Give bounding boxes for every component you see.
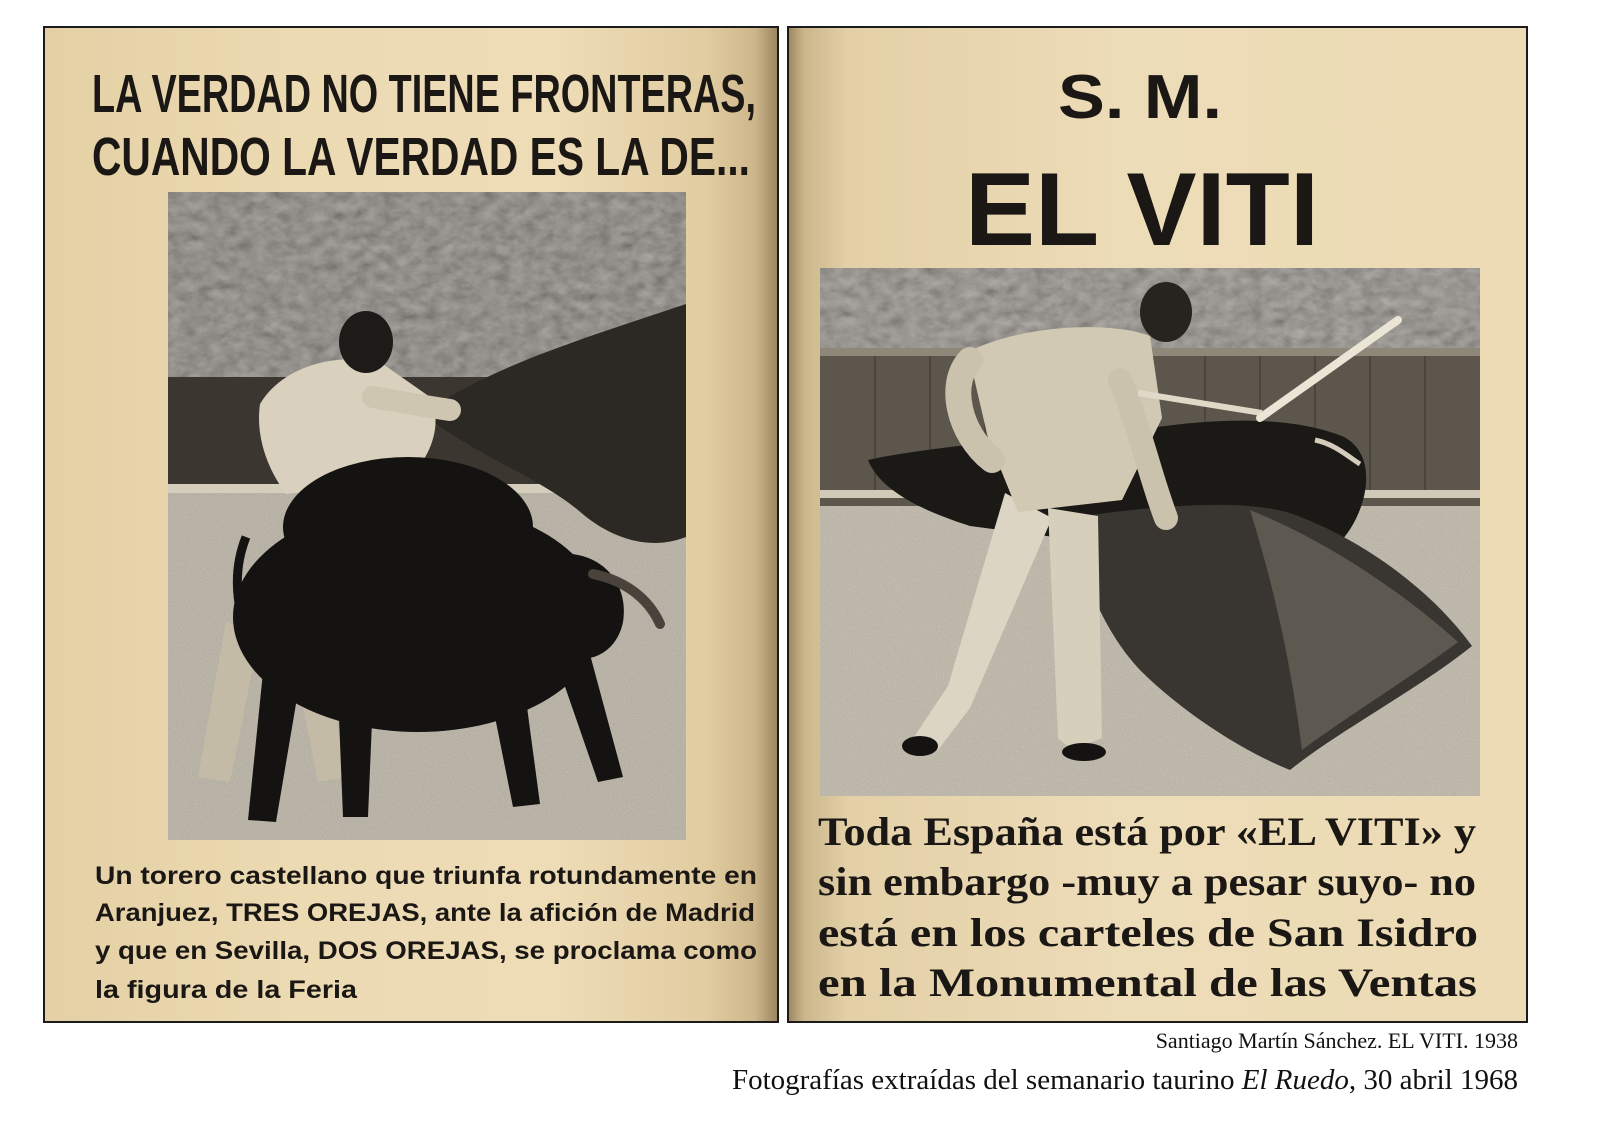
source-suffix: , 30 abril 1968 [1348,1064,1518,1096]
headline-line-1: LA VERDAD NO TIENE FRONTERAS, [92,64,756,124]
source-publication: El Ruedo [1241,1064,1349,1096]
right-page-canvas [789,28,1526,1021]
caption-line-1: Un torero castellano que triunfa rotundamente en [95,862,757,890]
torero-right-shoe [1062,743,1106,761]
title-el-viti: EL VITI [965,152,1319,268]
caption-line-2: Aranjuez, TRES OREJAS, ante la afición de Madrid [95,899,756,927]
torero-arm [373,397,450,410]
caption-line-3: está en los carteles de San Isidro [818,910,1478,955]
left-bullfight-photo [168,192,686,840]
torero-left-shoe [902,736,938,756]
caption-line-1: Toda España está por «EL VITI» y [818,809,1476,854]
caption-line-2: sin embargo -muy a pesar suyo- no [818,859,1476,904]
right-bullfight-photo [820,268,1480,796]
kicker-sm: S. M. [1058,63,1222,132]
caption-line-4: en la Monumental de las Ventas [818,960,1477,1005]
source-prefix: Fotografías extraídas del semanario taurino [731,1064,1242,1096]
source-credit [732,1064,1518,1097]
right-magazine-page [787,26,1528,1023]
left-page-canvas [45,28,777,1021]
caption-line-4: la figura de la Feria [95,976,359,1004]
photo-subject-credit: Santiago Martín Sánchez. EL VITI. 1938 [1155,1028,1518,1053]
left-magazine-page [43,26,779,1023]
caption-line-3: y que en Sevilla, DOS OREJAS, se proclama como [95,937,757,965]
torero-head [1140,282,1192,342]
headline-line-2: CUANDO LA VERDAD ES LA DE... [92,127,750,187]
torero-head [339,311,393,373]
